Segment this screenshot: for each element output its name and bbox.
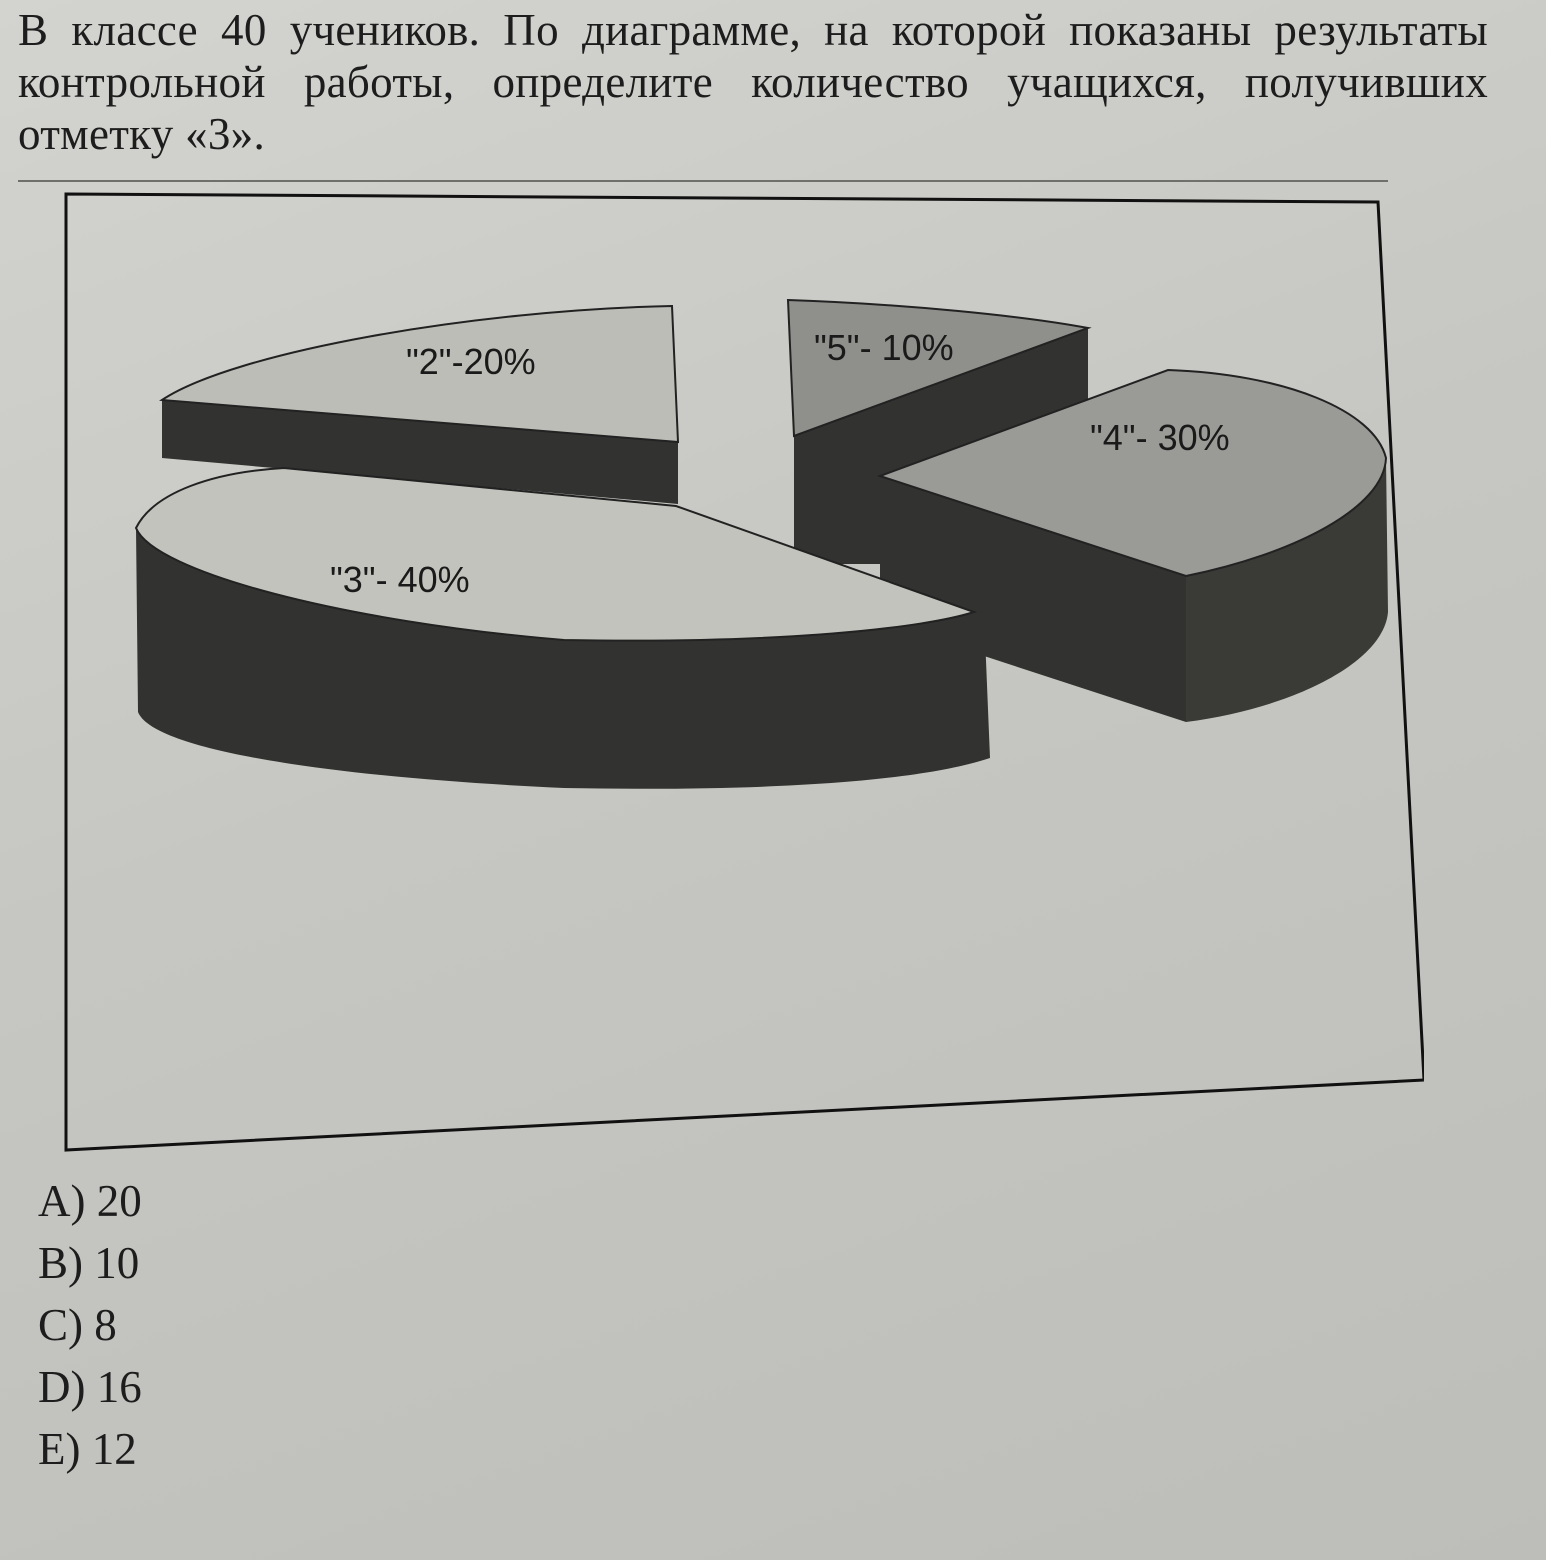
answer-value: 12	[91, 1424, 137, 1474]
answer-letter: B)	[38, 1238, 83, 1288]
pie-chart-svg	[44, 192, 1424, 1152]
answer-option-e[interactable]	[38, 1418, 142, 1480]
answer-letter: E)	[38, 1424, 81, 1474]
question-text: В классе 40 учеников. По диаграмме, на которой показаны результаты контрольной работы, определите количество учащихся, получивших отметку «3».	[18, 5, 1488, 159]
answer-letter: A)	[38, 1176, 86, 1226]
answer-option-d[interactable]	[38, 1356, 142, 1418]
divider-line	[18, 180, 1388, 182]
answer-value: 10	[94, 1238, 140, 1288]
slice-label-2: "2"-20%	[406, 341, 536, 382]
slice-label-3: "3"- 40%	[330, 559, 470, 600]
answer-value: 8	[94, 1300, 117, 1350]
answer-value: 16	[96, 1362, 142, 1412]
slice-label-4: "4"- 30%	[1090, 417, 1230, 458]
answer-option-c[interactable]	[38, 1294, 142, 1356]
answer-option-a[interactable]	[38, 1170, 142, 1232]
answer-letter: D)	[38, 1362, 86, 1412]
slice-label-5: "5"- 10%	[814, 327, 954, 368]
pie-chart	[44, 192, 1424, 1152]
answer-options	[38, 1170, 142, 1480]
answer-letter: C)	[38, 1300, 83, 1350]
answer-value: 20	[96, 1176, 142, 1226]
answer-option-b[interactable]	[38, 1232, 142, 1294]
